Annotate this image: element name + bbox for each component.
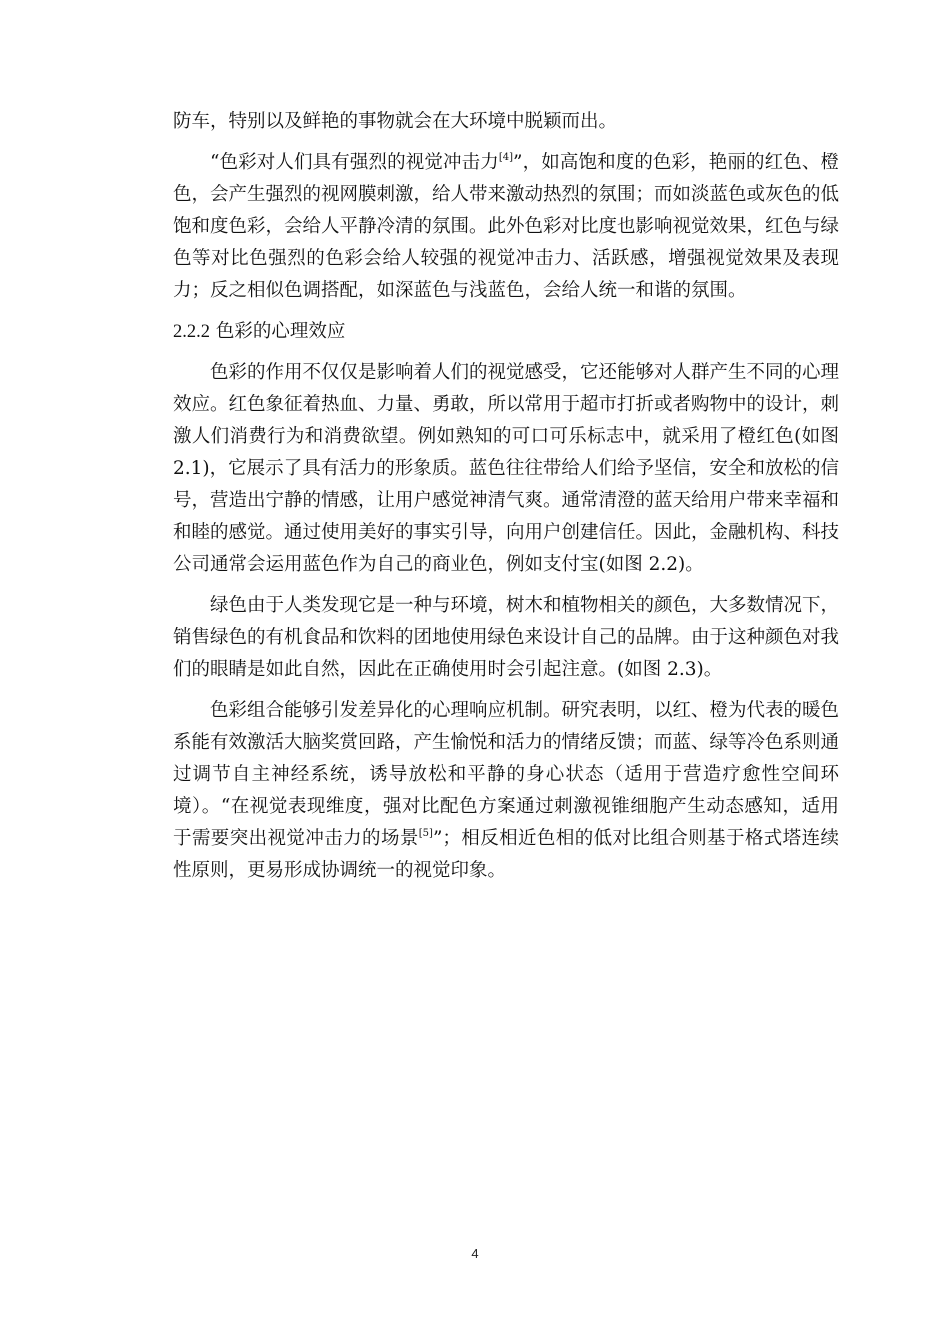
quote-text: “色彩对人们具有强烈的视觉冲击力 [210, 152, 499, 173]
paragraph-visual-impact [173, 147, 839, 307]
section-number: 2.2.2 [173, 322, 210, 342]
body-text [173, 106, 839, 896]
paragraph-psychological-effect: 色彩的作用不仅仅是影响着人们的视觉感受，它还能够对人群产生不同的心理效应。红色象征着热血、力量、勇敢，所以常用于超市打折或者购物中的设计，刺激人们消费行为和消费欲望。例如熟知的可口可乐标志中，就采用了橙红色(如图 2.1)，它展示了具有活力的形象质。蓝色往往带给人们给予坚信，安全和放松的信号，营造出宁静的情感，让用户感觉神清气爽。通常清澄的蓝天给用户带来幸福和和睦的感觉。通过使用美好的事实引导，向用户创建信任。因此，金融机构、科技公司通常会运用蓝色作为自己的商业色，例如支付宝(如图 2.2)。 [173, 362, 840, 575]
citation-4: [4] [498, 152, 514, 163]
paragraph-text: ”；相反相近色相的低对比组合则基于格式塔连续性原则，更易形成协调统一的视觉印象。 [173, 828, 839, 881]
paragraph-color-combination [173, 695, 839, 887]
paragraph-green: 绿色由于人类发现它是一种与环境，树木和植物相关的颜色，大多数情况下，销售绿色的有机食品和饮料的团地使用绿色来设计自己的品牌。由于这种颜色对我们的眼睛是如此自然，因此在正确使用时会引起注意。(如图 2.3)。 [173, 595, 840, 680]
section-heading [173, 316, 839, 348]
page-number: 4 [471, 1246, 479, 1261]
paragraph-continuation: 防车，特别以及鲜艳的事物就会在大环境中脱颖而出。 [173, 111, 618, 132]
paragraph-text: ”，如高饱和度的色彩，艳丽的红色、橙色，会产生强烈的视网膜刺激，给人带来激动热烈的氛围；而如淡蓝色或灰色的低饱和度色彩，会给人平静冷清的氛围。此外色彩对比度也影响视觉效果，红色与绿色等对比色强烈的色彩会给人较强的视觉冲击力、活跃感，增强视觉效果及表现力；反之相似色调搭配，如深蓝色与浅蓝色，会给人统一和谐的氛围。 [173, 152, 840, 301]
paragraph-text: 色彩组合能够引发差异化的心理响应机制。研究表明，以红、橙为代表的暖色系能有效激活大脑奖赏回路，产生愉悦和活力的情绪反馈；而蓝、绿等冷色系则通过调节自主神经系统，诱导放松和平静的身心状态（适用于营造疗愈性空间环境）。“在视觉表现维度，强对比配色方案通过刺激视锥细胞产生动态感知，适用于需要突出视觉冲击力的场景 [173, 700, 840, 849]
section-title: 色彩的心理效应 [215, 321, 346, 342]
citation-5: [5] [418, 828, 433, 839]
